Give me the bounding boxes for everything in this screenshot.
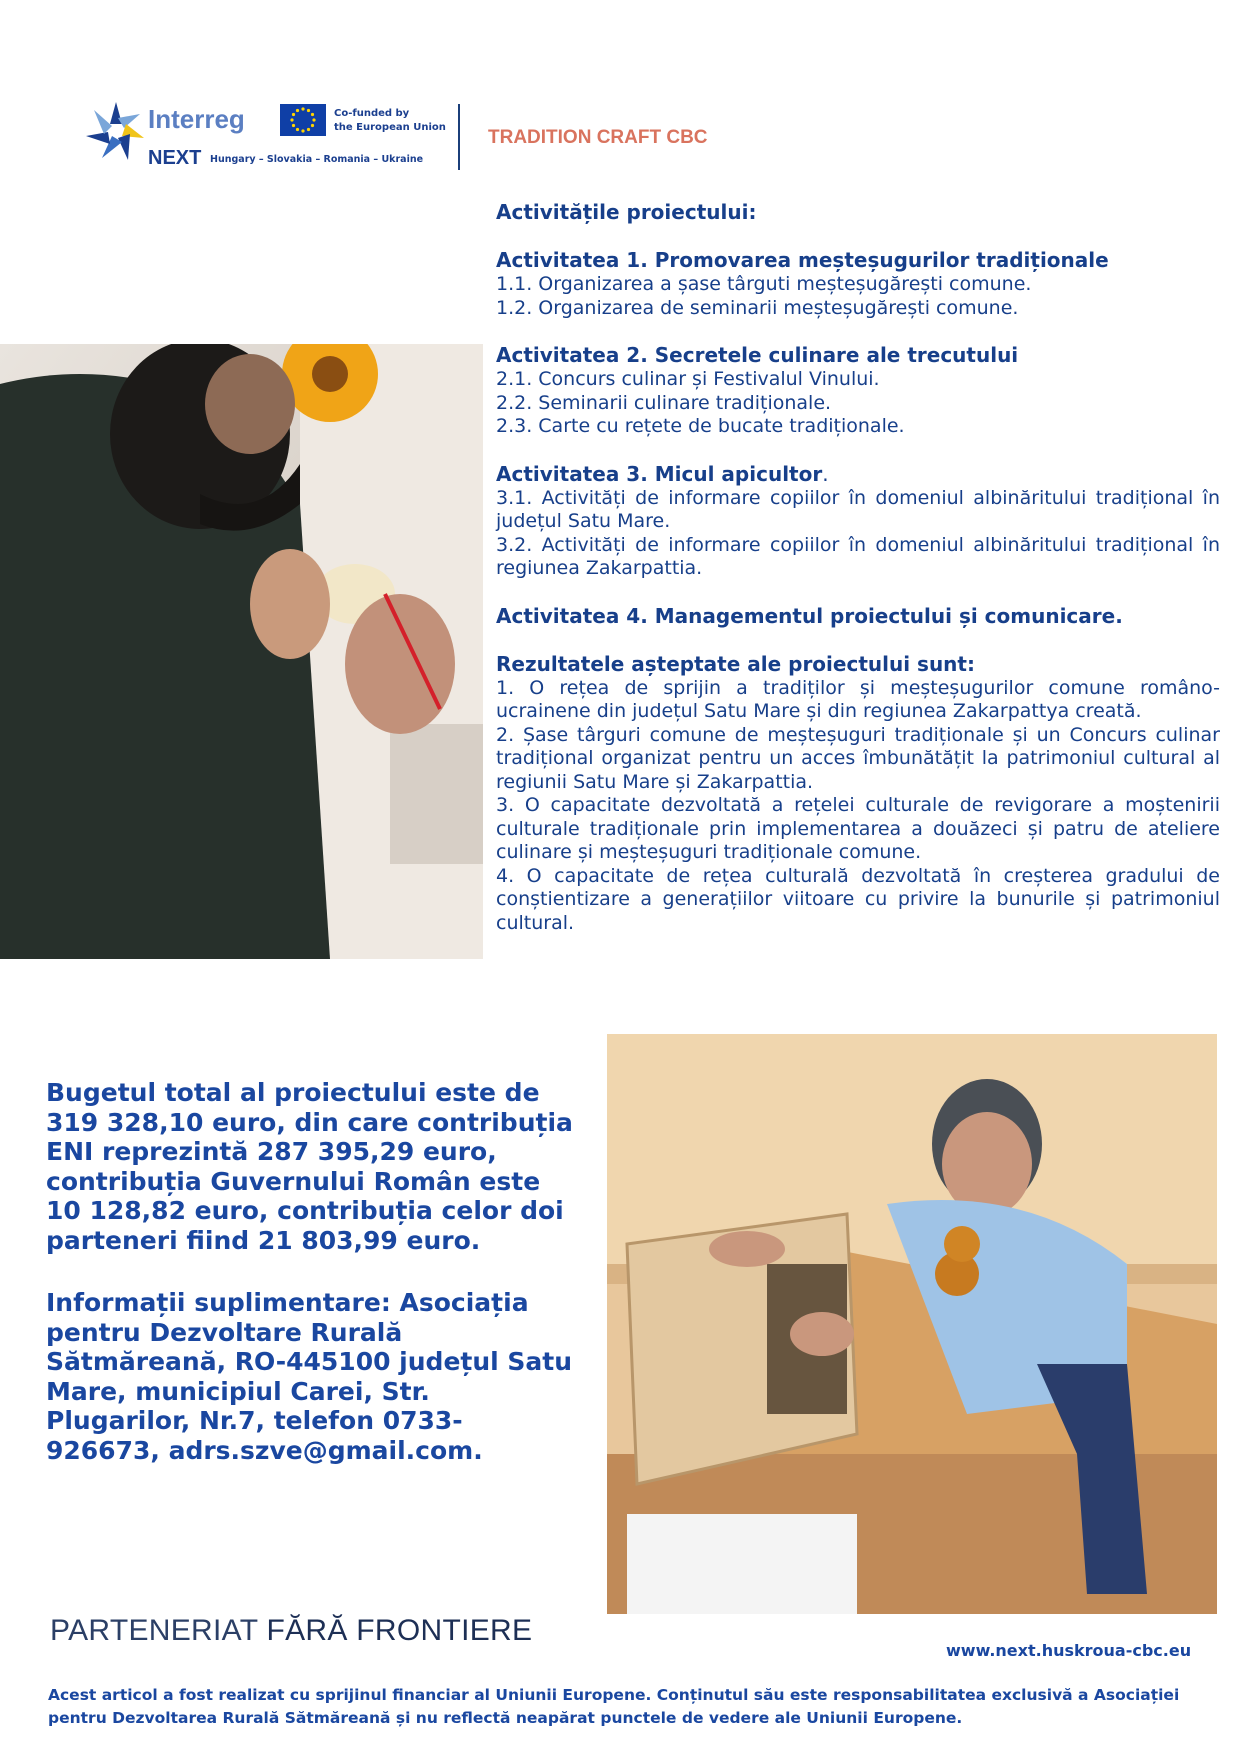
logo-next-text: NEXT [148,147,202,169]
activity-3-item: 3.1. Activități de informare copiilor în domeniul albinăritului tradițional în județul Satu Mare. [496,486,1220,532]
logo-interreg-text: Interreg [148,104,245,134]
activity-4-heading: Activitatea 4. Managementul proiectului și comunicare. [496,603,1123,628]
photo-egg-painting [0,344,483,959]
activity-3-heading-row [496,462,1220,487]
logo-cofunded-line2: the European Union [334,122,446,133]
eu-disclaimer: Acest articol a fost realizat cu sprijinul financiar al Uniunii Europene. Conținutul său este responsabilitatea exclusivă a Asociației pentru Dezvoltarea Rurală Sătmăreană și nu reflectă neapărat punctele de vedere ale Uniunii Europene. [48,1686,1180,1727]
photo-beehive-demo [607,1034,1217,1614]
result-item: 1. O rețea de sprijin a tradiților și meșteșugurilor comune româno-ucrainene din județul Satu Mare și din regiunea Zakarpattya creată. [496,676,1220,722]
project-name: TRADITION CRAFT CBC [488,127,708,148]
interreg-next-logo [86,98,466,176]
activity-1-item: 1.2. Organizarea de seminarii meșteșugărești comune. [496,296,1019,319]
activity-1-item: 1.1. Organizarea a șase târguti meșteșugărești comune. [496,273,1032,295]
activity-2-item: 2.3. Carte cu rețete de bucate tradiționale. [496,415,905,437]
activity-2-item: 2.1. Concurs culinar și Festivalul Vinului. [496,368,880,390]
activity-2-item: 2.2. Seminarii culinare tradiționale. [496,391,832,414]
activity-1-heading: Activitatea 1. Promovarea meșteșugurilor tradiționale [496,248,1109,272]
header-divider [458,104,460,170]
slogan-part-1: PARTENERIAT [50,1614,258,1647]
activity-2-heading: Activitatea 2. Secretele culinare ale trecutului [496,343,1019,367]
result-item: 3. O capacitate dezvoltată a rețelei culturale de revigorare a moștenirii culturale tradiționale prin implementarea a douăzeci și patru de ateliere culinare și meșteșuguri tradiționale comune. [496,794,1220,863]
budget-text: Bugetul total al proiectului este de 319 328,10 euro, din care contribuția ENI reprezintă 287 395,29 euro, contribuția Guvernului Român este 10 128,82 euro, contribuția celor doi parteneri fiind 21 803,99 euro. [46,1078,573,1255]
logo-cofunded-line1: Co-funded by [334,108,410,119]
contact-info-text: Informații suplimentare: Asociația pentru Dezvoltare Rurală Sătmăreană, RO-445100 județul Satu Mare, municipiul Carei, Str. Plugarilor, Nr.7, telefon 0733-926673, adrs.szve@gmail.com. [46,1288,573,1465]
results-heading: Rezultatele așteptate ale proiectului sunt: [496,651,975,676]
slogan-part-2: FĂRĂ FRONTIERE [266,1614,533,1647]
activities-title: Activitățile proiectului: [496,200,757,224]
logo-countries-text: Hungary – Slovakia – Romania – Ukraine [210,154,424,165]
result-item: 4. O capacitate de rețea culturală dezvoltată în creșterea gradului de conștientizare a generațiilor viitoare cu privire la bunurile și patrimoniul cultural. [496,864,1220,934]
result-item: 2. Șase târguri comune de meșteșuguri tradiționale și un Concurs culinar tradițional organizat pentru un acces îmbunătățit la patrimoniul cultural al regiunii Satu Mare și Zakarpattia. [496,723,1220,793]
activity-3-item: 3.2. Activități de informare copiilor în domeniul albinăritului tradițional în regiunea Zakarpattia. [496,533,1220,579]
website-link[interactable]: www.next.huskroua-cbc.eu [946,1641,1192,1660]
interreg-star-icon [86,102,144,160]
slogan [50,1614,532,1648]
activity-3-heading: Activitatea 3. Micul apicultor [496,461,823,486]
activity-3-heading-suffix: . [822,461,829,486]
activities-section [496,200,1220,935]
